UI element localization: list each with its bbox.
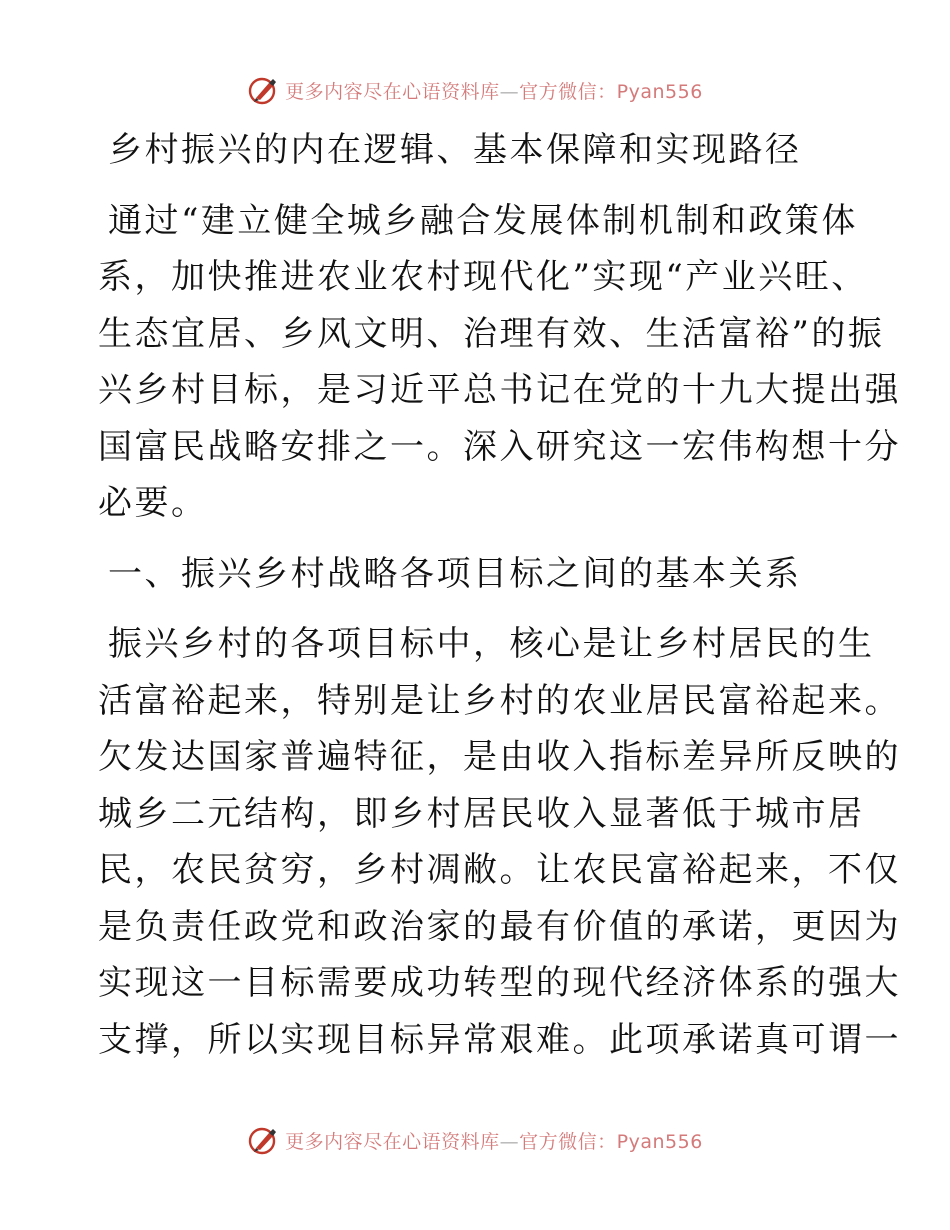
- paragraph-line: 振兴乡村的各项目标中，核心是让乡村居民的生: [108, 624, 875, 664]
- paragraph-line: 城乡二元结构，即乡村居民收入显著低于城市居: [98, 793, 865, 834]
- header-watermark: [0, 70, 950, 110]
- paragraph-line: 通过“建立健全城乡融合发展体制机制和政策体: [108, 200, 858, 241]
- pen-in-circle-icon: [247, 74, 279, 106]
- paragraph-line: 欠发达国家普遍特征，是由收入指标差异所反映的: [98, 737, 901, 777]
- watermark-site-text: 更多内容尽在心语资料库: [285, 80, 500, 103]
- paragraph-line: 兴乡村目标，是习近平总书记在党的十九大提出强: [98, 370, 901, 410]
- paragraph-line: 支撑，所以实现目标异常艰难。此项承诺真可谓一: [98, 1019, 901, 1060]
- watermark-separator: —: [499, 80, 520, 103]
- spacer: [98, 532, 858, 546]
- document-title: 乡村振兴的内在逻辑、基本保障和实现路径: [108, 130, 802, 170]
- watermark-separator: —: [499, 1130, 520, 1153]
- paragraph-line: 民，农民贫穷，乡村凋敝。让农民富裕起来，不仅: [98, 850, 901, 890]
- paragraph-line: 国富民战略安排之一。深入研究这一宏伟构想十分: [98, 426, 901, 467]
- paragraph-line: 生态宜居、乡风文明、治理有效、生活富裕”的振: [98, 313, 885, 354]
- section-heading: 一、振兴乡村战略各项目标之间的基本关系: [108, 553, 802, 594]
- spacer: [98, 602, 858, 616]
- watermark-wechat-text: 官方微信：Pyan556: [519, 1130, 703, 1153]
- paragraph-line: 必要。: [98, 483, 208, 523]
- footer-watermark: [0, 1120, 950, 1160]
- paragraph-line: 是负责任政党和政治家的最有价值的承诺，更因为: [98, 906, 901, 947]
- pen-in-circle-icon: [247, 1124, 279, 1156]
- paragraph-line: 实现这一目标需要成功转型的现代经济体系的强大: [98, 963, 901, 1003]
- intro-paragraph: [98, 193, 901, 532]
- watermark-site-text: 更多内容尽在心语资料库: [285, 1130, 500, 1153]
- spacer: [98, 179, 858, 193]
- watermark-text: [285, 1127, 703, 1154]
- paragraph-line: 活富裕起来，特别是让乡村的农业居民富裕起来。: [98, 680, 901, 721]
- watermark-text: [285, 77, 703, 104]
- watermark-wechat-text: 官方微信：Pyan556: [519, 80, 703, 103]
- paragraph-line: 系，加快推进农业农村现代化”实现“产业兴旺、: [98, 257, 868, 297]
- document-body: [98, 122, 901, 1068]
- section-paragraph: [98, 616, 901, 1068]
